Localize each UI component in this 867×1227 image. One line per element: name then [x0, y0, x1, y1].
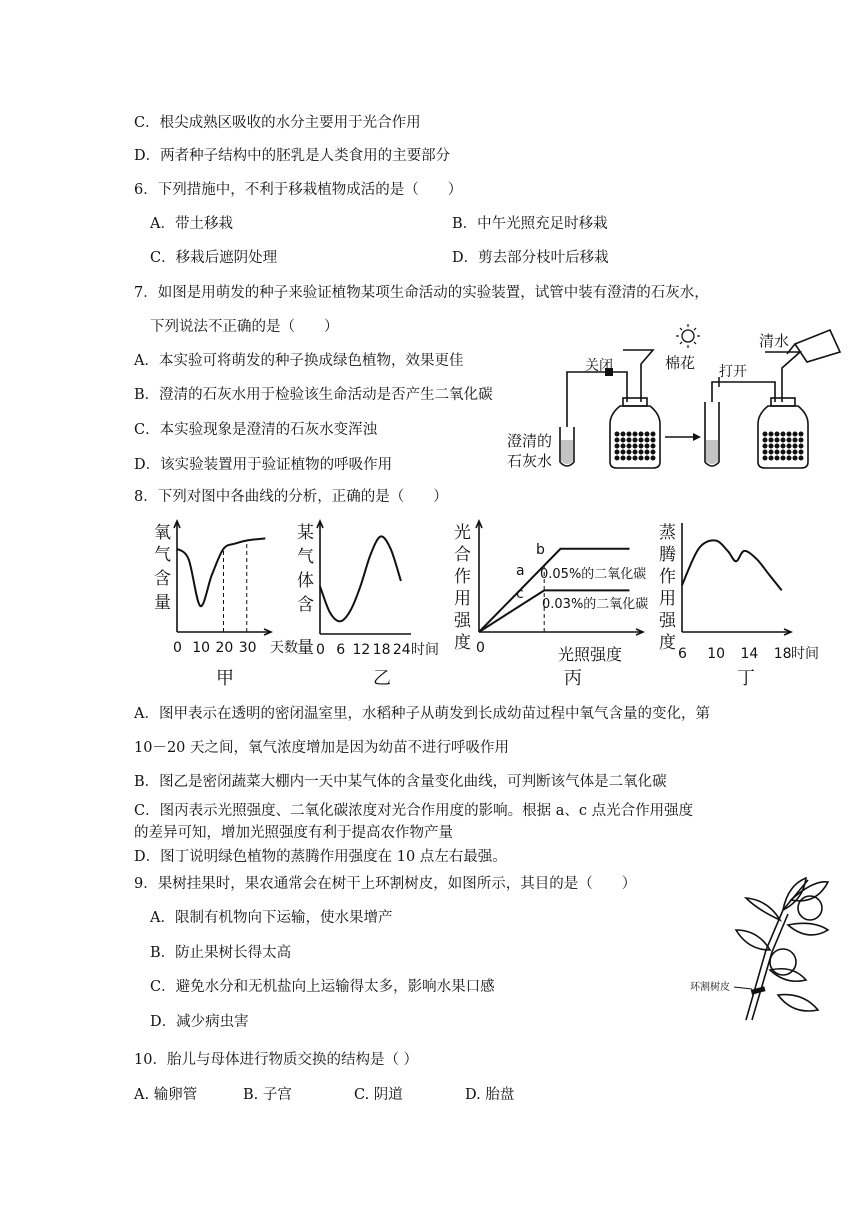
chart-bing-series-1-label: 0.05%的二氧化碳 — [540, 567, 647, 582]
chart-bing-xlabel: 光照强度 — [558, 645, 623, 664]
q6-option-c: C．移栽后遮阴处理 — [150, 250, 278, 266]
label-open: 打开 — [719, 364, 747, 380]
q9-option-a: A．限制有机物向下运输，使水果增产 — [150, 910, 393, 926]
chart-ding-tick-6: 6 — [678, 646, 687, 662]
q7-stem-line1: 7．如图是用萌发的种子来验证植物某项生命活动的实验装置，试管中装有澄清的石灰水， — [134, 285, 709, 301]
q8-option-a-line1: A．图甲表示在透明的密闭温室里，水稻种子从萌发到长成幼苗过程中氧气含量的变化，第 — [134, 706, 710, 722]
q10-stem: 10．胎儿与母体进行物质交换的结构是（ ） — [134, 1052, 419, 1068]
q10-option-b: B. 子宫 — [243, 1087, 292, 1103]
svg-text:用: 用 — [659, 589, 676, 609]
test-tube-right — [705, 402, 719, 466]
svg-text:强: 强 — [659, 611, 676, 631]
q6-option-b: B．中午光照充足时移栽 — [452, 216, 608, 232]
q8-option-a-line2: 10－20 天之间，氧气浓度增加是因为幼苗不进行呼吸作用 — [134, 740, 510, 756]
test-tube-left — [560, 427, 574, 466]
chart-jia-tick-10: 10 — [192, 640, 211, 656]
label-girdling: 环割树皮 — [690, 982, 730, 993]
svg-text:光: 光 — [454, 523, 471, 543]
q7-option-c: C．本实验现象是澄清的石灰水变浑浊 — [134, 422, 378, 438]
chart-bing-point-a: a — [516, 563, 525, 579]
svg-text:量: 量 — [154, 593, 171, 613]
chart-jia-line — [177, 538, 265, 606]
q6-option-d: D．剪去部分枝叶后移栽 — [452, 250, 609, 266]
chart-bing-point-b: b — [536, 542, 545, 558]
q9-branch-figure — [688, 870, 838, 1025]
chart-yi-tick-6: 6 — [336, 642, 346, 658]
svg-text:某: 某 — [297, 523, 314, 543]
chart-ding — [655, 518, 825, 693]
funnel-right — [765, 352, 800, 402]
jar-left — [610, 398, 660, 468]
label-lime-2: 石灰水 — [507, 452, 553, 470]
svg-text:含: 含 — [154, 569, 171, 589]
chart-yi-tick-12: 12 — [352, 642, 371, 658]
q9-option-c: C．避免水分和无机盐向上运输得太多，影响水果口感 — [150, 979, 495, 995]
chart-jia-tick-20: 20 — [215, 640, 234, 656]
chart-bing-ylabel — [454, 523, 472, 653]
svg-text:蒸: 蒸 — [659, 523, 676, 543]
q8-option-d: D．图丁说明绿色植物的蒸腾作用强度在 10 点左右最强。 — [134, 849, 507, 865]
chart-jia-tick-0: 0 — [173, 640, 182, 656]
svg-text:丙: 丙 — [564, 668, 582, 689]
chart-jia-xlabel: 天数 — [270, 640, 298, 656]
q7-option-b: B．澄清的石灰水用于检验该生命活动是否产生二氧化碳 — [134, 387, 493, 403]
label-cotton: 棉花 — [665, 354, 696, 372]
svg-text:度: 度 — [659, 633, 676, 653]
tree-branch-icon — [736, 878, 828, 1020]
q7-option-a: A．本实验可将萌发的种子换成绿色植物，效果更佳 — [134, 353, 464, 369]
q5-option-d: D．两者种子结构中的胚乳是人类食用的主要部分 — [134, 148, 451, 164]
q10-option-c: C. 阴道 — [354, 1087, 403, 1103]
chart-bing-tick-0: 0 — [476, 640, 485, 656]
q10-option-d: D. 胎盘 — [465, 1087, 515, 1103]
svg-text:作: 作 — [659, 567, 676, 587]
q8-option-b: B．图乙是密闭蔬菜大棚内一天中某气体的含量变化曲线，可判断该气体是二氧化碳 — [134, 774, 667, 790]
chart-yi-line — [320, 536, 401, 621]
svg-text:气: 气 — [154, 545, 171, 565]
q10-option-a: A. 输卵管 — [134, 1087, 198, 1103]
label-lime-1: 澄清的 — [507, 432, 553, 450]
beaker-icon — [795, 330, 840, 362]
q8-option-c-line1: C．图丙表示光照强度、二氧化碳浓度对光合作用度的影响。根据 a、c 点光合作用强度 — [134, 803, 694, 819]
svg-text:气: 气 — [297, 547, 314, 567]
q7-option-d: D．该实验装置用于验证植物的呼吸作用 — [134, 457, 393, 473]
chart-jia-ylabel — [154, 523, 171, 613]
svg-text:含: 含 — [297, 595, 314, 615]
chart-yi-ylabel — [297, 523, 314, 658]
chart-yi-tick-18: 18 — [372, 642, 391, 658]
chart-jia-tick-30: 30 — [238, 640, 257, 656]
chart-yi-tick-24: 24 — [392, 642, 411, 658]
svg-text:乙: 乙 — [373, 668, 391, 689]
svg-text:合: 合 — [454, 545, 471, 565]
svg-text:度: 度 — [454, 633, 471, 653]
chart-bing-series-2-label: 0.03%的二氧化碳 — [542, 597, 649, 612]
svg-text:丁: 丁 — [737, 668, 755, 689]
q9-option-d: D．减少病虫害 — [150, 1014, 249, 1030]
svg-text:氧: 氧 — [154, 523, 171, 543]
svg-text:甲: 甲 — [216, 668, 234, 689]
svg-text:腾: 腾 — [659, 545, 676, 565]
chart-yi — [293, 518, 443, 693]
svg-text:用: 用 — [454, 589, 471, 609]
chart-ding-xlabel: 时间 — [791, 646, 819, 662]
q8-stem: 8．下列对图中各曲线的分析，正确的是（ ） — [134, 489, 448, 505]
svg-text:量: 量 — [297, 638, 314, 658]
chart-ding-tick-18: 18 — [773, 646, 792, 662]
chart-ding-tick-14: 14 — [740, 646, 759, 662]
chart-ding-ylabel — [659, 523, 677, 653]
chart-yi-xlabel: 时间 — [411, 642, 439, 658]
svg-text:强: 强 — [454, 611, 471, 631]
q7-apparatus-figure — [505, 322, 845, 477]
chart-bing-point-c: c — [516, 586, 524, 602]
q8-option-c-line2: 的差异可知，增加光照强度有利于提高农作物产量 — [134, 825, 453, 841]
q6-option-a: A．带土移栽 — [150, 216, 233, 232]
chart-ding-tick-10: 10 — [707, 646, 726, 662]
label-close: 关闭 — [585, 358, 613, 374]
arrow-right-icon — [665, 433, 701, 441]
label-water: 清水 — [759, 332, 790, 350]
q9-option-b: B．防止果树长得太高 — [150, 945, 292, 961]
svg-text:体: 体 — [297, 571, 314, 591]
jar-right — [758, 398, 808, 468]
chart-jia — [150, 518, 298, 693]
sun-icon — [676, 324, 700, 348]
chart-yi-tick-0: 0 — [316, 642, 325, 658]
chart-bing — [452, 518, 652, 693]
q9-stem: 9．果树挂果时，果农通常会在树干上环割树皮，如图所示，其目的是（ ） — [134, 876, 637, 892]
chart-ding-line — [682, 540, 782, 590]
svg-text:作: 作 — [454, 567, 471, 587]
q7-stem-line2: 下列说法不正确的是（ ） — [150, 319, 339, 335]
q6-stem: 6．下列措施中，不利于移栽植物成活的是（ ） — [134, 182, 463, 198]
q5-option-c: C．根尖成熟区吸收的水分主要用于光合作用 — [134, 115, 421, 131]
